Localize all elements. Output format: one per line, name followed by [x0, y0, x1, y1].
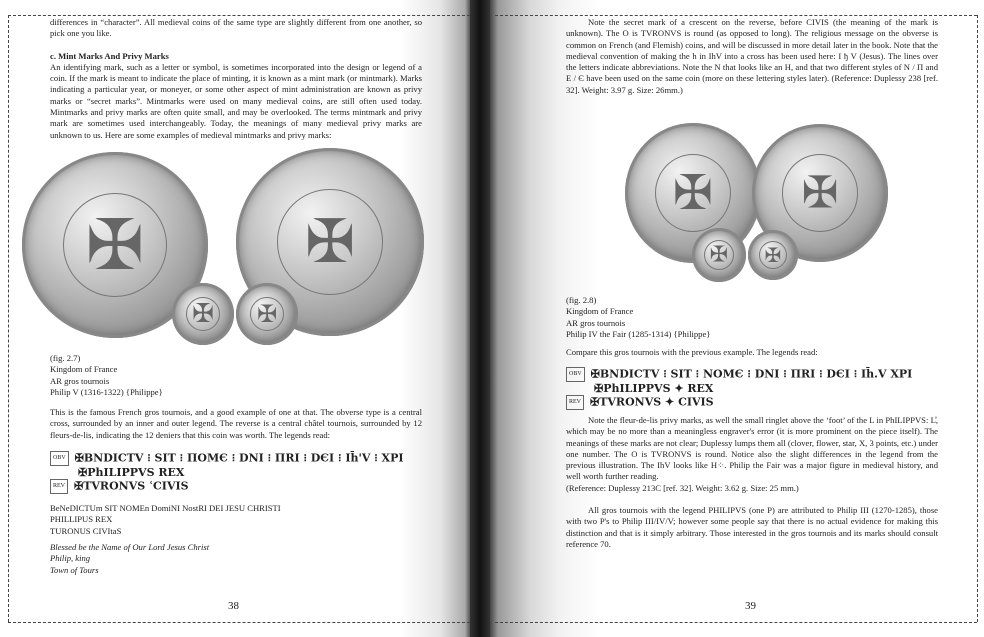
obverse-legend [566, 367, 912, 410]
expanded-legend [50, 503, 422, 537]
rev-tag: REV [50, 479, 68, 494]
legend-line: ✠TVRONVS ʿCIVIS [74, 479, 189, 493]
legend-line: ✠BNDICTV ⁝ SIT ⁝ ΠOMЄ ⁝ DNI ⁝ ΠRI ⁝ DЄI ⁝ Ih̄'V ⁝ XPI [74, 451, 404, 465]
right-page [490, 0, 984, 637]
page-number: 39 [745, 600, 756, 612]
attribution-paragraph: All gros tournois with the legend PHILIPVS (one P) are attributed to Philip III (1270-1285), those with two P's to Philip III/IV/V; however some people say that there is no actual evidence for making this distinction and that is it simply arbitrary. Those interested in the gros tournois and its marks should consult reference 70. [566, 505, 938, 549]
caption-line: AR gros tournois [566, 317, 626, 328]
obv-tag: OBV [566, 367, 585, 382]
page-border-top [495, 15, 977, 16]
obv-tag: OBV [50, 451, 69, 466]
translation-line: Town of Tours [50, 564, 99, 575]
caption-line: Kingdom of France [566, 306, 634, 317]
page-border-left [8, 15, 9, 622]
expanded-line: BeNeDICTUm SIT NOMEn DomiNI NostRI DEI JESU CHRISTI [50, 503, 281, 513]
translation-line: Philip, king [50, 553, 91, 564]
mint-marks-paragraph: An identifying mark, such as a letter or symbol, is sometimes incorporated into the design or legend of a coin. If the mark is meant to indicate the place of minting, it is known as a mint mark (or mintmark). Marks indicating a particular year, or moneyer, or some other aspect of mint administration are known as privy marks or “secret marks”. Mintmarks were used on many medieval coins, are still often used today. Mintmarks and privy marks are often quite small, and may be overlooked. The terms mintmark and privy mark are sometimes used interchangeably. Today, the meanings of many medieval privy marks are unknown to us. Here are some examples of medieval mintmarks and privy marks: [50, 61, 422, 140]
coin-reverse-small [748, 230, 798, 280]
page-border-top [8, 15, 470, 16]
coin-obverse-small [692, 228, 746, 282]
reference: (Reference: Duplessy 213C [ref. 32]. Weight: 3.62 g. Size: 25 mm.) [566, 482, 799, 493]
expanded-line: TURONUS CIVItaS [50, 525, 122, 536]
legend-line: ✠PhILIPPVS ✦ REX [594, 382, 714, 395]
legend-line: ✠TVRONVS ✦ CIVIS [590, 395, 714, 409]
caption-line: (fig. 2.8) [566, 295, 597, 305]
rev-tag: REV [566, 395, 584, 410]
caption-line: Philip V (1316-1322) {Philippe} [50, 386, 163, 397]
privy-marks-paragraph: Note the fleur-de-lis privy marks, as well the small ringlet above the ‘foot’ of the L in PhILIPPVS: L̊, which may be no more than a meaningless engraver's error (it is more prominent on the piece itself). The meanings of these marks are not clear; Duplessy lumps them all (clover, flower, star, X, 3 points, etc.) under one number. The O is TVRONVS is round. Notice also the slight differences in the legend from the previous illustration. The IhV looks like H⁘. Philip the Fair was a major figure in medieval history, and well worth further reading. [566, 415, 938, 482]
caption-line: Philip IV the Fair (1285-1314) {Philippe} [566, 328, 711, 339]
figure-caption [566, 295, 938, 340]
legend-line: ✠PhILIPPVS REX [78, 466, 185, 479]
expanded-line: PHILLIPUS REX [50, 514, 113, 525]
compare-paragraph: Compare this gros tournois with the previous example. The legends read: [566, 347, 818, 357]
obverse-legend [50, 451, 404, 494]
caption-line: (fig. 2.7) [50, 353, 81, 363]
page-border-right [977, 15, 978, 622]
caption-line: AR gros tournois [50, 375, 110, 386]
secret-mark-paragraph: Note the secret mark of a crescent on the reverse, before CIVIS (the meaning of the mark is unknown). The O is TVRONVS is round (as opposed to long). The religious message on the obverse is common on French (and Flemish) coins, and will be discussed in more detail later in the book. Note that the medieval convention of making the h in IhV into a cross has been used here: I ђ V (Jesus). The lines over the letters indicate abbreviations. Note the N that looks like an H, and that two different styles of N / Π and E / Є have been used on the same coin (more on these lettering styles later). (Reference: Duplessy 238 [ref. 32]. Weight: 3.97 g. Size: 26mm.) [566, 17, 938, 95]
page-border-bottom [8, 622, 470, 623]
coin-reverse-small [236, 283, 298, 345]
left-page [0, 0, 470, 637]
translation-line: Blessed be the Name of Our Lord Jesus Christ [50, 542, 210, 552]
translation [50, 542, 422, 576]
section-heading: c. Mint Marks And Privy Marks [50, 50, 169, 61]
legend-line: ✠BNDICTV ⁝ SIT ⁝ NOMЄ ⁝ DNI ⁝ ΠRI ⁝ DЄI ⁝ Ih̄.V XPI [590, 367, 913, 381]
coin-obverse-small [172, 283, 234, 345]
figure-caption [50, 353, 422, 398]
caption-line: Kingdom of France [50, 364, 118, 375]
description-paragraph: This is the famous French gros tournois, and a good example of one at that. The obverse type is a central cross, surrounded by an inner and outer legend. The reverse is a central châtel tournois, surrounded by 12 fleurs-de-lis, indicating the 12 deniers that this coin was worth. The legends read: [50, 407, 422, 440]
intro-paragraph: differences in “character”. All medieval coins of the same type are slightly different from one another, so pick one you like. [50, 17, 422, 39]
book-gutter [470, 0, 490, 637]
page-border-bottom [495, 622, 977, 623]
page-number: 38 [228, 600, 239, 612]
